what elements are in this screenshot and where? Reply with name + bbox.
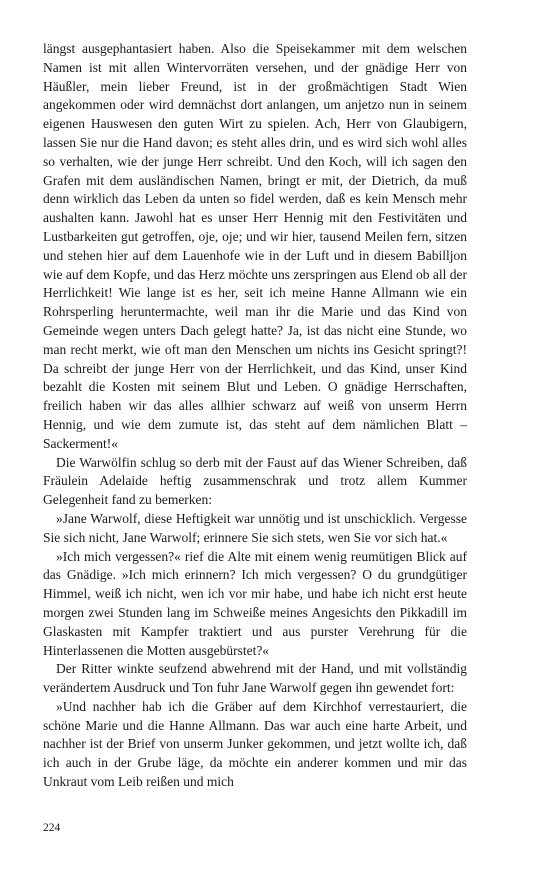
- paragraph-3: »Jane Warwolf, diese Heftigkeit war unnötig und ist unschicklich. Vergesse Sie sich nicht, Jane Warwolf; erinnere Sie sich stets, wen Sie vor sich hat.«: [43, 510, 467, 545]
- paragraph-5: Der Ritter winkte seufzend abwehrend mit der Hand, und mit vollständig verändertem Ausdruck und Ton fuhr Jane Warwolf gegen ihn gewendet fort:: [43, 661, 467, 696]
- paragraph-2: Die Warwölfin schlug so derb mit der Faust auf das Wiener Schreiben, daß Fräulein Adelaide heftig zusammenschrak und trotz allem Kummer Gelegenheit fand zu bemerken:: [43, 454, 467, 508]
- paragraph-6: »Und nachher hab ich die Gräber auf dem Kirchhof verrestauriert, die schöne Marie und die Hanne Allmann. Das war auch eine harte Arbeit, und nachher ist der Brief von unserm Junker gekommen, und jetzt wollte ich, daß ich auch in der Grube läge, da möchte ein anderer kommen und mir das Unkraut vom Leib reißen und mich: [43, 698, 467, 790]
- page-number: 224: [43, 822, 61, 834]
- paragraph-1: längst ausgephantasiert haben. Also die Speisekammer mit dem welschen Namen ist mit allen Wintervorräten versehen, und der gnädige Herr von Häußler, mein lieber Freund, ist in der großmächtigen Stadt Wien angekommen oder wird demnächst dort anlangen, um anjetzo nun in seinem eigenen Hauswesen den guten Wirt zu spielen. Ach, Herr von Glaubigern, lassen Sie nur die Hand davon; es steht alles drin, und es wird sich wohl alles so verhalten, wie der junge Herr schreibt. Und den Koch, will ich sagen den Grafen mit dem ausländischen Namen, bringt er mit, der Dietrich, da muß denn wirklich das Leben da unten so fidel werden, daß es kein Mensch mehr aushalten kann. Jawohl hat es unser Herr Hennig mit den Festivitäten und Lustbarkeiten gut getroffen, oje, oje; und wir hier, tausend Meilen fern, sitzen und stehen hier auf dem Lauenhofe wie in der Luft und in diesem Babilljon wie auf dem Kopfe, und das Herz möchte uns zerspringen aus Elend ob all der Herrlichkeit! Wie lange ist es her, seit ich meine Hanne Allmann wie ein Rohrsperling heruntermachte, weil man ihr die Marie und das Kind von Gemeinde wegen unters Dach gelegt hatte? Ja, ist das nicht eine Stunde, wo man recht merkt, wie oft man den Menschen um nichts ins Gesicht springt?! Da schreibt der junge Herr von der Herrlichkeit, und das Kind, unser Kind bezahlt die Kosten mit seinem Blut und Leben. O gnädige Herrschaften, freilich haben wir das alles allhier schwarz auf weiß von unserm Herrn Hennig, und wie dem zumute ist, das steht auf dem nämlichen Blatt – Sackerment!«: [43, 41, 467, 451]
- paragraph-4: »Ich mich vergessen?« rief die Alte mit einem wenig reumütigen Blick auf das Gnädige. »Ich mich erinnern? Ich mich vergessen? O du grundgütiger Himmel, weiß ich nicht, wen ich vor mir habe, und habe ich nicht erst heute morgen zwei Stunden lang im Schweiße meines Angesichts den Pikkadill im Glaskasten mit Kampfer traktiert und aus purster Verehrung für die Hinterlassenen die Motten ausgebürstet?«: [43, 548, 467, 658]
- book-page-text: [43, 40, 467, 792]
